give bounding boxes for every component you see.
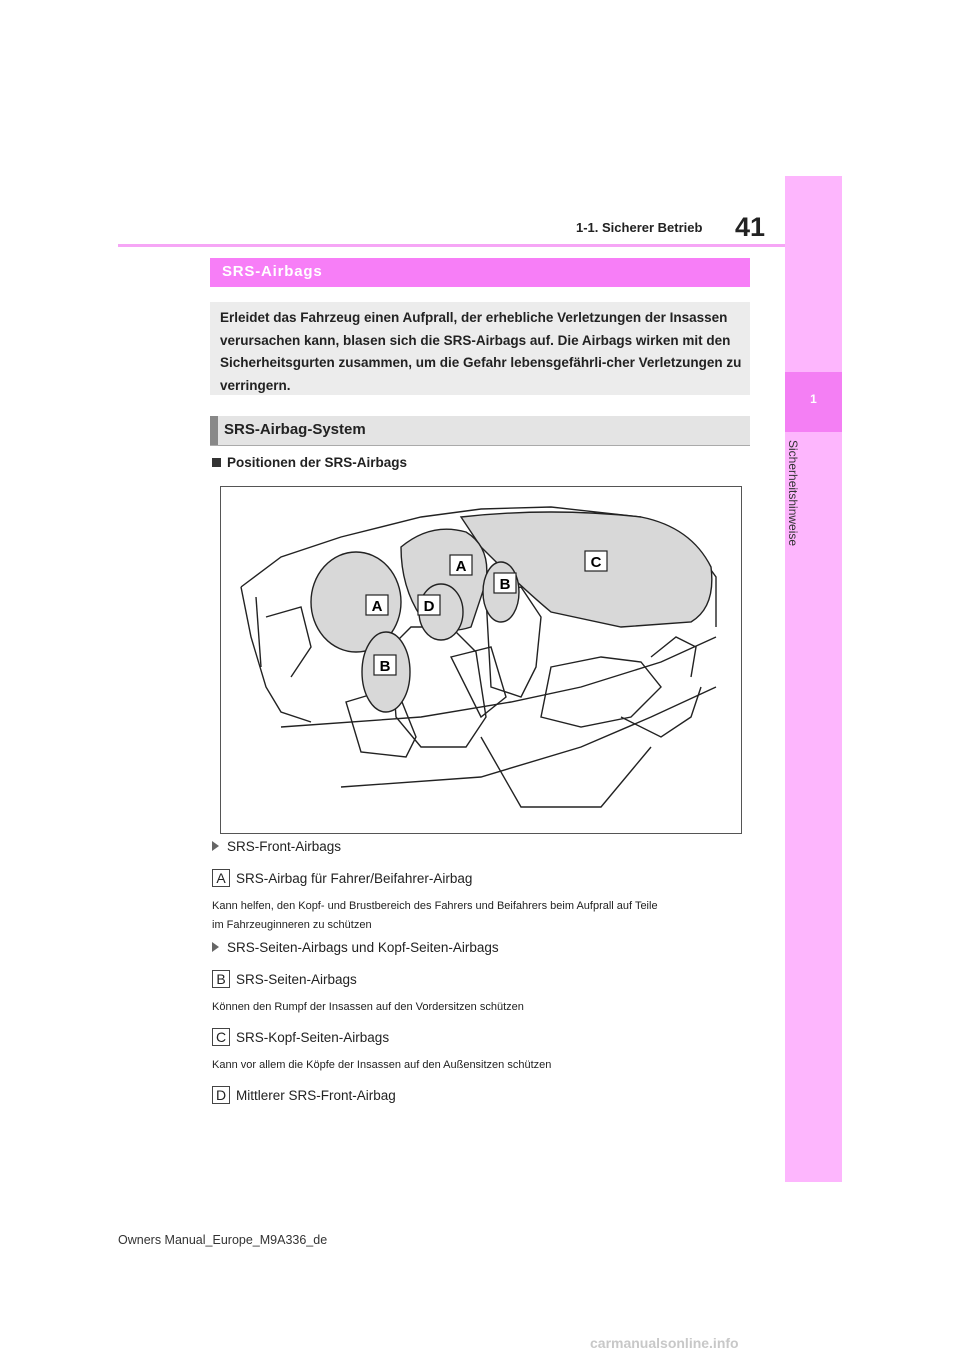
group-heading-side-text: SRS-Seiten-Airbags und Kopf-Seiten-Airbags — [227, 940, 499, 955]
legend-item-a-desc-line1: Kann helfen, den Kopf- und Brustbereich des Fahrers und Beifahrers beim Aufprall auf Teile — [212, 900, 658, 912]
legend-item-a — [212, 870, 472, 888]
figure-label-b-driver: B — [379, 658, 391, 675]
section-reference: 1-1. Sicherer Betrieb — [576, 220, 703, 235]
legend-item-d-label: Mittlerer SRS-Front-Airbag — [236, 1088, 396, 1104]
letter-b-box: B — [212, 970, 230, 988]
group-heading-front — [212, 839, 341, 854]
legend-item-c — [212, 1029, 389, 1047]
chapter-name — [784, 440, 804, 570]
airbag-illustration — [220, 486, 742, 834]
legend-item-b-desc: Können den Rumpf der Insassen auf den Vordersitzen schützen — [212, 1001, 524, 1013]
section-title: SRS-Airbags — [222, 263, 323, 280]
letter-c-box: C — [212, 1028, 230, 1046]
legend-item-b — [212, 971, 357, 989]
letter-a-box: A — [212, 869, 230, 887]
legend-item-d — [212, 1087, 396, 1105]
bullet-heading-text: Positionen der SRS-Airbags — [227, 455, 408, 470]
figure-label-d: D — [423, 598, 435, 615]
bullet-heading — [212, 455, 407, 470]
legend-item-a-desc — [212, 897, 752, 935]
car-interior-drawing — [221, 487, 741, 833]
group-heading-side — [212, 940, 499, 955]
chapter-name-text: Sicherheitshinweise — [786, 440, 800, 547]
legend-item-a-desc-line2: im Fahrzeuginneren zu schützen — [212, 919, 372, 931]
chapter-number: 1 — [810, 392, 817, 406]
legend-item-c-desc: Kann vor allem die Köpfe der Insassen auf den Außensitzen schützen — [212, 1059, 552, 1071]
group-heading-front-text: SRS-Front-Airbags — [227, 839, 342, 854]
section-title-bar — [210, 258, 750, 287]
page-number: 41 — [735, 212, 766, 242]
triangle-bullet-icon — [212, 841, 219, 851]
subsection-accent — [210, 416, 218, 445]
intro-text: Erleidet das Fahrzeug einen Aufprall, der erhebliche Verletzungen der Insassen verursachen kann, blasen sich die SRS-Airbags auf. Die Airbags wirken mit den Sicherheitsgurten zusammen, um die Gefahr lebensgefährli-cher Verletzungen zu verringern. — [220, 310, 742, 393]
footer-doc-id: Owners Manual_Europe_M9A336_de — [118, 1233, 328, 1247]
header-rule — [118, 244, 785, 247]
triangle-bullet-icon — [212, 942, 219, 952]
figure-label-a-driver: A — [371, 598, 383, 615]
legend-item-c-label: SRS-Kopf-Seiten-Airbags — [236, 1030, 390, 1046]
figure-label-b-passenger: B — [499, 576, 511, 593]
figure-label-c: C — [590, 554, 602, 571]
square-bullet-icon — [212, 458, 221, 467]
chapter-side-tab — [785, 176, 842, 1182]
figure-label-a-passenger: A — [455, 558, 467, 575]
legend-item-b-label: SRS-Seiten-Airbags — [236, 972, 357, 988]
legend-item-a-label: SRS-Airbag für Fahrer/Beifahrer-Airbag — [236, 871, 473, 887]
intro-box — [210, 302, 750, 395]
letter-d-box: D — [212, 1086, 230, 1104]
subsection-bar — [210, 416, 750, 445]
subsection-rule — [210, 445, 750, 446]
watermark: carmanualsonline.info — [590, 1335, 739, 1351]
subsection-title: SRS-Airbag-System — [224, 421, 366, 438]
